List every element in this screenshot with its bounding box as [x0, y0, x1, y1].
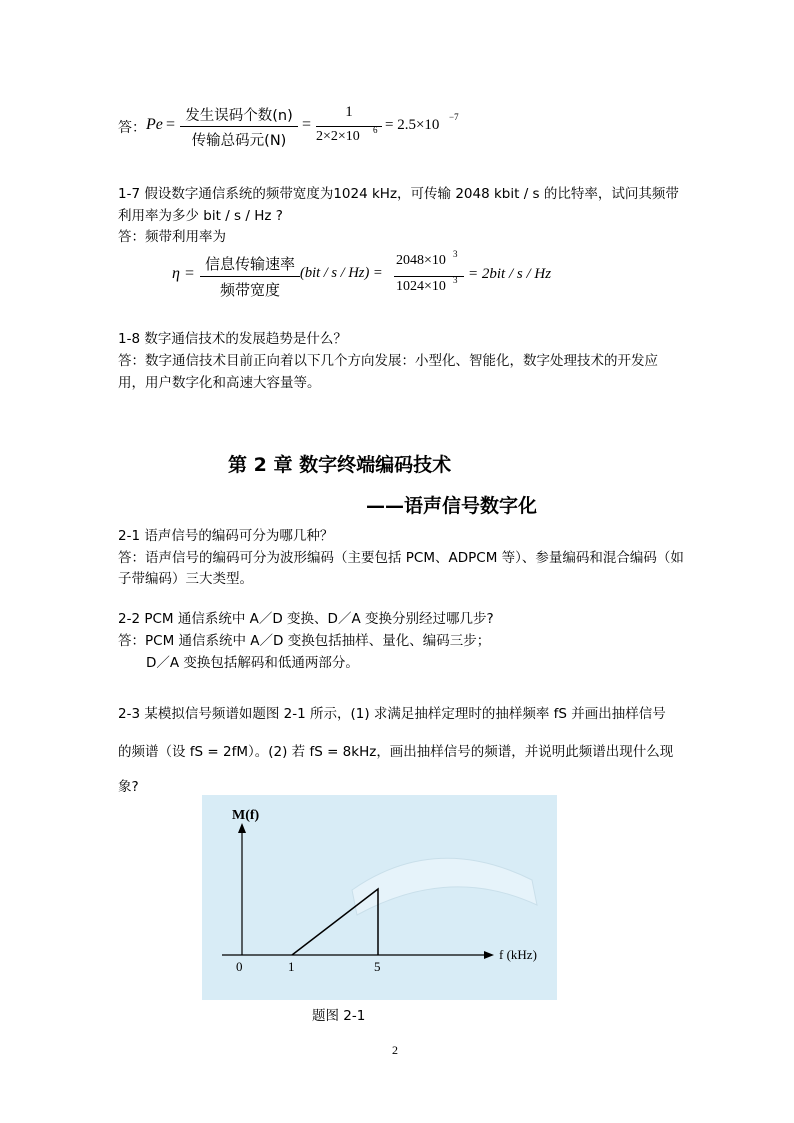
- tick-label-1: 1: [288, 959, 295, 974]
- eq2-den-exponent: 3: [453, 275, 458, 285]
- eq1-result: = 2.5×10: [385, 117, 440, 133]
- q2-3-line1: 2-3 某模拟信号频谱如题图 2-1 所示，(1) 求满足抽样定理时的抽样频率 fS 并画出抽样信号: [118, 706, 666, 722]
- eq2-numerator-1: 信息传输速率: [204, 255, 295, 273]
- fraction-bar: [180, 126, 298, 127]
- eq1-denominator-1: 传输总码元(N): [191, 133, 287, 149]
- q2-1-answer-line1: 答：语声信号的编码可分为波形编码（主要包括 PCM、ADPCM 等）、参量编码和混合编码（如: [118, 550, 684, 566]
- equals-sign: =: [302, 116, 312, 133]
- eq1-lhs: Pe: [146, 116, 163, 133]
- q2-1-answer-line2: 子带编码）三大类型。: [118, 571, 253, 587]
- eq1-result-exponent: −7: [449, 112, 459, 122]
- q2-3-line2: 的频谱（设 fS = 2fM）。(2) 若 fS = 8kHz，画出抽样信号的频谱，并说明此频谱出现什么现: [118, 744, 674, 760]
- chapter-subtitle: ——语声信号数字化: [366, 495, 538, 517]
- spectrum-shape: [292, 889, 378, 955]
- eq1-numerator-2: 1: [345, 104, 353, 120]
- eq2-unit: (bit / s / Hz) =: [300, 265, 383, 281]
- eq1-denominator-2: 2×2×10: [316, 129, 360, 144]
- q2-3-line3: 象?: [118, 779, 139, 795]
- q1-7-answer: 答：频带利用率为: [118, 229, 226, 245]
- q2-2-answer-line2: D／A 变换包括解码和低通两部分。: [146, 655, 359, 671]
- tick-label-5: 5: [374, 959, 381, 974]
- page-number: 2: [392, 1043, 398, 1057]
- tick-label-0: 0: [236, 959, 243, 974]
- q2-2-question: 2-2 PCM 通信系统中 A／D 变换、D／A 变换分别经过哪几步?: [118, 611, 494, 627]
- eq2-denominator-1: 频带宽度: [219, 281, 280, 299]
- q1-8-question: 1-8 数字通信技术的发展趋势是什么？: [118, 331, 347, 347]
- chapter-title: 第 2 章 数字终端编码技术: [228, 454, 452, 476]
- figure-caption: 题图 2-1: [312, 1008, 366, 1024]
- eq2-denominator-2: 1024×10: [396, 279, 446, 294]
- fraction-bar: [200, 276, 300, 277]
- background-decoration: [352, 858, 537, 915]
- equals-sign: =: [166, 116, 176, 133]
- q1-7-line1: 1-7 假设数字通信系统的频带宽度为1024 kHz，可传输 2048 kbit / s 的比特率，试问其频带: [118, 186, 679, 202]
- x-axis-arrow: [484, 951, 494, 959]
- y-axis-arrow: [238, 823, 246, 833]
- x-axis-label: f (kHz): [499, 947, 537, 962]
- eq2-result: = 2bit / s / Hz: [468, 266, 552, 282]
- eq2-lhs: η =: [172, 265, 195, 282]
- eq1-den-exponent: 6: [373, 125, 378, 135]
- spectrum-plot: [202, 795, 557, 1000]
- eq1-numerator-1: 发生误码个数(n): [185, 108, 293, 124]
- q1-8-answer-line1: 答：数字通信技术目前正向着以下几个方向发展：小型化、智能化，数字处理技术的开发应: [118, 353, 658, 369]
- eq2-numerator-2: 2048×10: [396, 253, 446, 268]
- q1-8-answer-line2: 用，用户数字化和高速大容量等。: [118, 375, 321, 391]
- spectrum-figure: [202, 795, 557, 1000]
- q2-1-question: 2-1 语声信号的编码可分为哪几种？: [118, 528, 334, 544]
- q2-2-answer-line1: 答：PCM 通信系统中 A／D 变换包括抽样、量化、编码三步；: [118, 633, 491, 649]
- q1-7-line2: 利用率为多少 bit / s / Hz ?: [118, 208, 283, 224]
- eq2-num-exponent: 3: [453, 249, 458, 259]
- answer-prefix: 答：: [118, 120, 146, 136]
- y-axis-label: M(f): [232, 808, 260, 823]
